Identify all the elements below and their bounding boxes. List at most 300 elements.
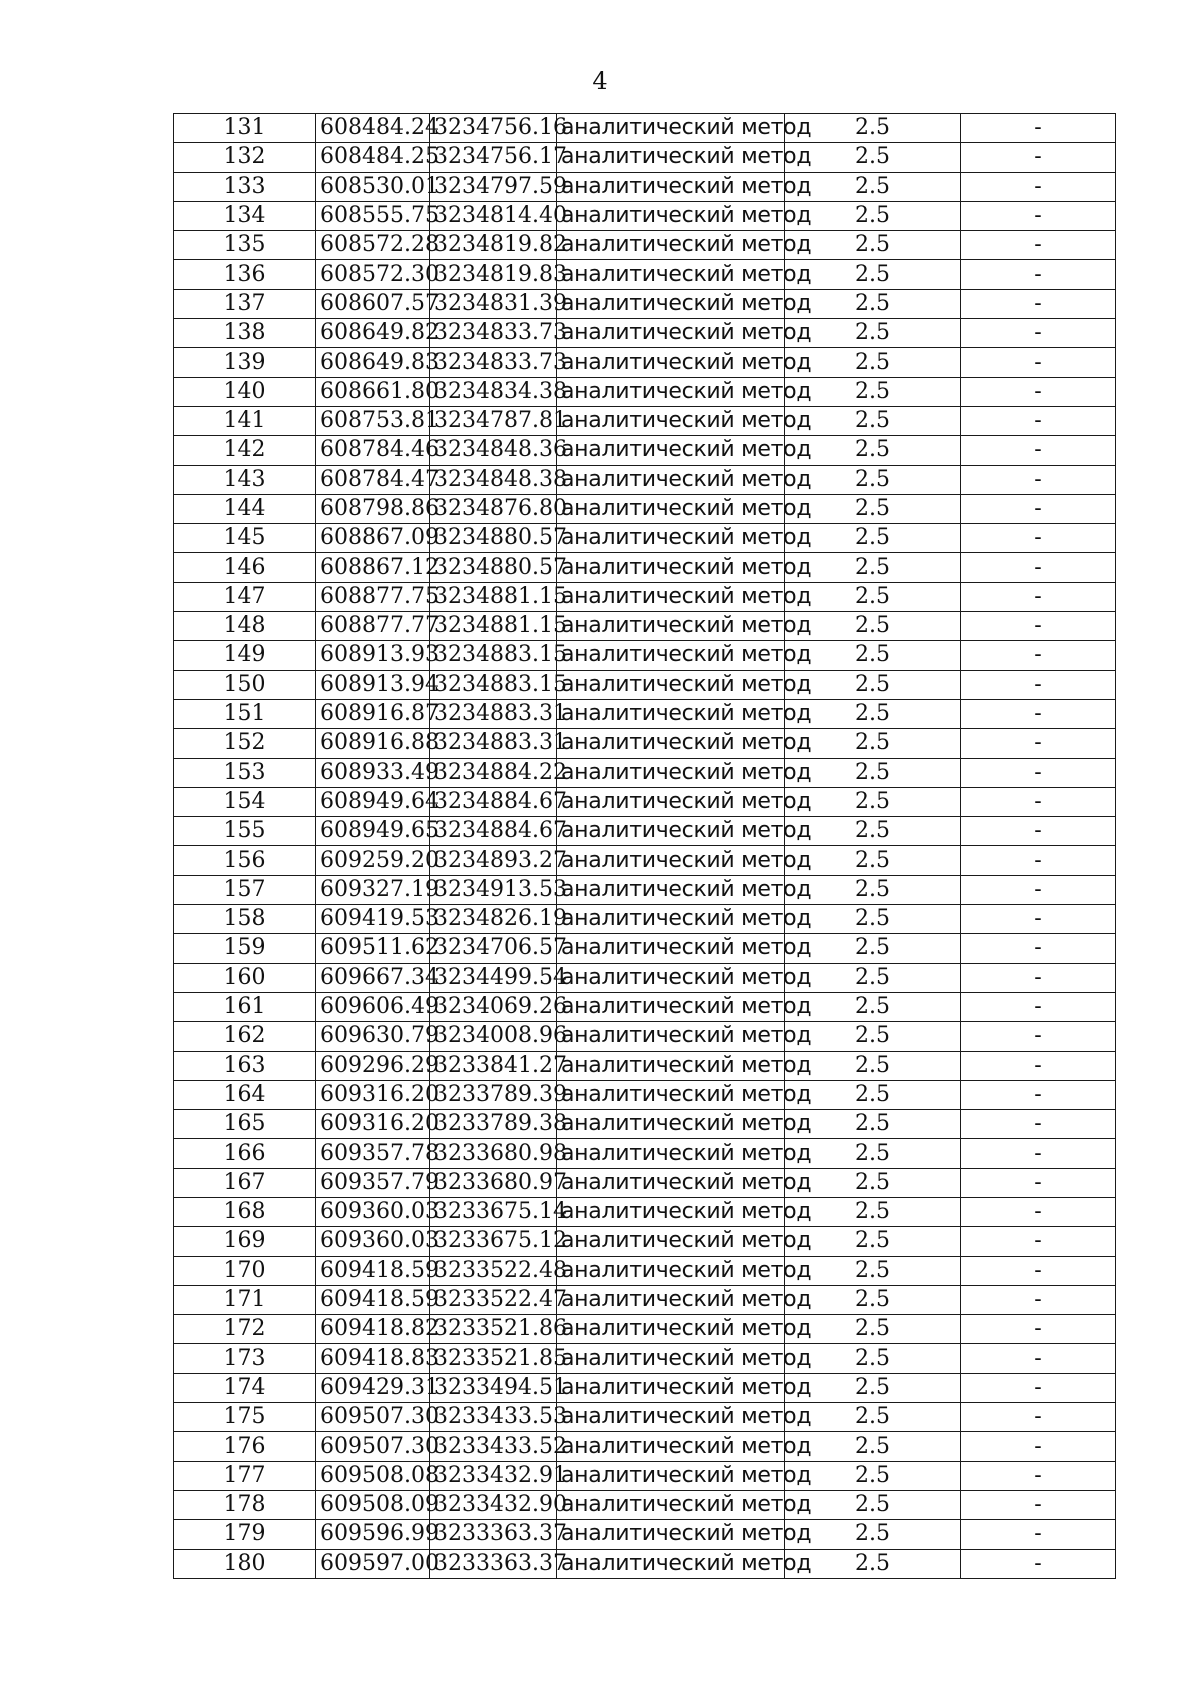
x-coordinate-cell: 609296.29 — [316, 1051, 430, 1080]
y-coordinate-cell: 3234706.57 — [430, 934, 557, 963]
x-coordinate-cell: 609508.08 — [316, 1461, 430, 1490]
accuracy-cell: 2.5 — [785, 348, 961, 377]
note-cell: - — [961, 319, 1116, 348]
table-row — [174, 114, 1116, 143]
point-number-cell: 158 — [174, 905, 316, 934]
note-cell: - — [961, 1168, 1116, 1197]
x-coordinate-cell: 609597.00 — [316, 1549, 430, 1578]
table-row — [174, 406, 1116, 435]
method-cell: аналитический метод — [557, 1168, 785, 1197]
method-cell: аналитический метод — [557, 201, 785, 230]
note-cell: - — [961, 348, 1116, 377]
y-coordinate-cell: 3234883.15 — [430, 641, 557, 670]
note-cell: - — [961, 1461, 1116, 1490]
point-number-cell: 167 — [174, 1168, 316, 1197]
x-coordinate-cell: 609316.20 — [316, 1080, 430, 1109]
table-row — [174, 319, 1116, 348]
table-row — [174, 1285, 1116, 1314]
note-cell: - — [961, 1315, 1116, 1344]
method-cell: аналитический метод — [557, 582, 785, 611]
point-number-cell: 141 — [174, 406, 316, 435]
method-cell: аналитический метод — [557, 787, 785, 816]
point-number-cell: 161 — [174, 992, 316, 1021]
y-coordinate-cell: 3234883.31 — [430, 699, 557, 728]
accuracy-cell: 2.5 — [785, 143, 961, 172]
point-number-cell: 134 — [174, 201, 316, 230]
y-coordinate-cell: 3233522.47 — [430, 1285, 557, 1314]
table-row — [174, 201, 1116, 230]
note-cell: - — [961, 963, 1116, 992]
y-coordinate-cell: 3233680.97 — [430, 1168, 557, 1197]
method-cell: аналитический метод — [557, 1461, 785, 1490]
y-coordinate-cell: 3233675.14 — [430, 1197, 557, 1226]
x-coordinate-cell: 609259.20 — [316, 846, 430, 875]
y-coordinate-cell: 3234069.26 — [430, 992, 557, 1021]
table-row — [174, 612, 1116, 641]
table-row — [174, 553, 1116, 582]
accuracy-cell: 2.5 — [785, 758, 961, 787]
method-cell: аналитический метод — [557, 143, 785, 172]
y-coordinate-cell: 3234814.40 — [430, 201, 557, 230]
x-coordinate-cell: 609508.09 — [316, 1490, 430, 1519]
x-coordinate-cell: 608484.25 — [316, 143, 430, 172]
y-coordinate-cell: 3234881.15 — [430, 582, 557, 611]
note-cell: - — [961, 231, 1116, 260]
y-coordinate-cell: 3234848.36 — [430, 436, 557, 465]
method-cell: аналитический метод — [557, 875, 785, 904]
x-coordinate-cell: 609360.03 — [316, 1227, 430, 1256]
accuracy-cell: 2.5 — [785, 465, 961, 494]
x-coordinate-cell: 609418.83 — [316, 1344, 430, 1373]
method-cell: аналитический метод — [557, 406, 785, 435]
table-row — [174, 582, 1116, 611]
y-coordinate-cell: 3234880.57 — [430, 553, 557, 582]
method-cell: аналитический метод — [557, 1432, 785, 1461]
note-cell: - — [961, 612, 1116, 641]
x-coordinate-cell: 608572.28 — [316, 231, 430, 260]
y-coordinate-cell: 3234883.15 — [430, 670, 557, 699]
accuracy-cell: 2.5 — [785, 1139, 961, 1168]
point-number-cell: 157 — [174, 875, 316, 904]
table-row — [174, 641, 1116, 670]
method-cell: аналитический метод — [557, 172, 785, 201]
note-cell: - — [961, 1110, 1116, 1139]
point-number-cell: 137 — [174, 289, 316, 318]
accuracy-cell: 2.5 — [785, 1520, 961, 1549]
note-cell: - — [961, 524, 1116, 553]
table-row — [174, 289, 1116, 318]
page-number: 4 — [592, 67, 608, 95]
point-number-cell: 135 — [174, 231, 316, 260]
table-row — [174, 377, 1116, 406]
note-cell: - — [961, 1403, 1116, 1432]
table-row — [174, 1549, 1116, 1578]
point-number-cell: 160 — [174, 963, 316, 992]
method-cell: аналитический метод — [557, 1022, 785, 1051]
note-cell: - — [961, 494, 1116, 523]
method-cell: аналитический метод — [557, 963, 785, 992]
point-number-cell: 131 — [174, 114, 316, 143]
x-coordinate-cell: 609429.31 — [316, 1373, 430, 1402]
method-cell: аналитический метод — [557, 641, 785, 670]
point-number-cell: 164 — [174, 1080, 316, 1109]
method-cell: аналитический метод — [557, 729, 785, 758]
point-number-cell: 153 — [174, 758, 316, 787]
accuracy-cell: 2.5 — [785, 1490, 961, 1519]
y-coordinate-cell: 3233494.51 — [430, 1373, 557, 1402]
accuracy-cell: 2.5 — [785, 905, 961, 934]
note-cell: - — [961, 406, 1116, 435]
table-row — [174, 1520, 1116, 1549]
table-row — [174, 1256, 1116, 1285]
method-cell: аналитический метод — [557, 1285, 785, 1314]
x-coordinate-cell: 608649.83 — [316, 348, 430, 377]
table-row — [174, 348, 1116, 377]
note-cell: - — [961, 582, 1116, 611]
table-row — [174, 905, 1116, 934]
method-cell: аналитический метод — [557, 846, 785, 875]
accuracy-cell: 2.5 — [785, 1022, 961, 1051]
point-number-cell: 133 — [174, 172, 316, 201]
note-cell: - — [961, 699, 1116, 728]
method-cell: аналитический метод — [557, 905, 785, 934]
method-cell: аналитический метод — [557, 231, 785, 260]
y-coordinate-cell: 3233675.12 — [430, 1227, 557, 1256]
note-cell: - — [961, 934, 1116, 963]
table-row — [174, 670, 1116, 699]
method-cell: аналитический метод — [557, 992, 785, 1021]
table-row — [174, 465, 1116, 494]
note-cell: - — [961, 787, 1116, 816]
point-number-cell: 150 — [174, 670, 316, 699]
x-coordinate-cell: 609667.34 — [316, 963, 430, 992]
accuracy-cell: 2.5 — [785, 114, 961, 143]
method-cell: аналитический метод — [557, 436, 785, 465]
method-cell: аналитический метод — [557, 1315, 785, 1344]
y-coordinate-cell: 3234884.67 — [430, 817, 557, 846]
accuracy-cell: 2.5 — [785, 524, 961, 553]
point-number-cell: 139 — [174, 348, 316, 377]
y-coordinate-cell: 3233363.37 — [430, 1549, 557, 1578]
method-cell: аналитический метод — [557, 1256, 785, 1285]
method-cell: аналитический метод — [557, 494, 785, 523]
y-coordinate-cell: 3233680.98 — [430, 1139, 557, 1168]
x-coordinate-cell: 609418.82 — [316, 1315, 430, 1344]
point-number-cell: 179 — [174, 1520, 316, 1549]
method-cell: аналитический метод — [557, 1227, 785, 1256]
point-number-cell: 152 — [174, 729, 316, 758]
note-cell: - — [961, 905, 1116, 934]
method-cell: аналитический метод — [557, 1110, 785, 1139]
y-coordinate-cell: 3234831.39 — [430, 289, 557, 318]
point-number-cell: 154 — [174, 787, 316, 816]
note-cell: - — [961, 641, 1116, 670]
y-coordinate-cell: 3234893.27 — [430, 846, 557, 875]
x-coordinate-cell: 608572.30 — [316, 260, 430, 289]
y-coordinate-cell: 3233522.48 — [430, 1256, 557, 1285]
method-cell: аналитический метод — [557, 1403, 785, 1432]
note-cell: - — [961, 465, 1116, 494]
method-cell: аналитический метод — [557, 1080, 785, 1109]
accuracy-cell: 2.5 — [785, 319, 961, 348]
method-cell: аналитический метод — [557, 377, 785, 406]
x-coordinate-cell: 609418.59 — [316, 1285, 430, 1314]
note-cell: - — [961, 1256, 1116, 1285]
point-number-cell: 174 — [174, 1373, 316, 1402]
table-row — [174, 699, 1116, 728]
point-number-cell: 155 — [174, 817, 316, 846]
y-coordinate-cell: 3234881.15 — [430, 612, 557, 641]
table-row — [174, 494, 1116, 523]
accuracy-cell: 2.5 — [785, 436, 961, 465]
accuracy-cell: 2.5 — [785, 406, 961, 435]
note-cell: - — [961, 436, 1116, 465]
method-cell: аналитический метод — [557, 758, 785, 787]
note-cell: - — [961, 377, 1116, 406]
point-number-cell: 136 — [174, 260, 316, 289]
y-coordinate-cell: 3234833.73 — [430, 319, 557, 348]
method-cell: аналитический метод — [557, 1139, 785, 1168]
table-row — [174, 758, 1116, 787]
y-coordinate-cell: 3234913.53 — [430, 875, 557, 904]
note-cell: - — [961, 1490, 1116, 1519]
accuracy-cell: 2.5 — [785, 641, 961, 670]
x-coordinate-cell: 608607.57 — [316, 289, 430, 318]
note-cell: - — [961, 1080, 1116, 1109]
x-coordinate-cell: 608784.46 — [316, 436, 430, 465]
point-number-cell: 148 — [174, 612, 316, 641]
x-coordinate-cell: 608916.88 — [316, 729, 430, 758]
table-row — [174, 143, 1116, 172]
table-row — [174, 1403, 1116, 1432]
method-cell: аналитический метод — [557, 817, 785, 846]
x-coordinate-cell: 608649.82 — [316, 319, 430, 348]
x-coordinate-cell: 609357.78 — [316, 1139, 430, 1168]
accuracy-cell: 2.5 — [785, 172, 961, 201]
note-cell: - — [961, 114, 1116, 143]
accuracy-cell: 2.5 — [785, 817, 961, 846]
table-row — [174, 1344, 1116, 1373]
coordinates-table — [173, 113, 1116, 1579]
method-cell: аналитический метод — [557, 114, 785, 143]
y-coordinate-cell: 3233521.85 — [430, 1344, 557, 1373]
accuracy-cell: 2.5 — [785, 553, 961, 582]
x-coordinate-cell: 608877.77 — [316, 612, 430, 641]
method-cell: аналитический метод — [557, 1051, 785, 1080]
table-row — [174, 1490, 1116, 1519]
accuracy-cell: 2.5 — [785, 1344, 961, 1373]
y-coordinate-cell: 3234008.96 — [430, 1022, 557, 1051]
point-number-cell: 170 — [174, 1256, 316, 1285]
method-cell: аналитический метод — [557, 524, 785, 553]
y-coordinate-cell: 3234756.16 — [430, 114, 557, 143]
x-coordinate-cell: 608867.09 — [316, 524, 430, 553]
point-number-cell: 147 — [174, 582, 316, 611]
y-coordinate-cell: 3233432.91 — [430, 1461, 557, 1490]
method-cell: аналитический метод — [557, 612, 785, 641]
method-cell: аналитический метод — [557, 699, 785, 728]
method-cell: аналитический метод — [557, 319, 785, 348]
table-row — [174, 1432, 1116, 1461]
x-coordinate-cell: 608484.24 — [316, 114, 430, 143]
x-coordinate-cell: 609630.79 — [316, 1022, 430, 1051]
accuracy-cell: 2.5 — [785, 494, 961, 523]
y-coordinate-cell: 3234884.67 — [430, 787, 557, 816]
y-coordinate-cell: 3233789.38 — [430, 1110, 557, 1139]
table-row — [174, 1461, 1116, 1490]
accuracy-cell: 2.5 — [785, 231, 961, 260]
method-cell: аналитический метод — [557, 1549, 785, 1578]
accuracy-cell: 2.5 — [785, 377, 961, 406]
y-coordinate-cell: 3234884.22 — [430, 758, 557, 787]
y-coordinate-cell: 3234787.81 — [430, 406, 557, 435]
x-coordinate-cell: 609418.59 — [316, 1256, 430, 1285]
x-coordinate-cell: 609327.19 — [316, 875, 430, 904]
note-cell: - — [961, 1520, 1116, 1549]
x-coordinate-cell: 609360.03 — [316, 1197, 430, 1226]
point-number-cell: 178 — [174, 1490, 316, 1519]
note-cell: - — [961, 670, 1116, 699]
point-number-cell: 176 — [174, 1432, 316, 1461]
y-coordinate-cell: 3234819.82 — [430, 231, 557, 260]
y-coordinate-cell: 3233363.37 — [430, 1520, 557, 1549]
method-cell: аналитический метод — [557, 289, 785, 318]
y-coordinate-cell: 3234848.38 — [430, 465, 557, 494]
y-coordinate-cell: 3233789.39 — [430, 1080, 557, 1109]
accuracy-cell: 2.5 — [785, 1168, 961, 1197]
accuracy-cell: 2.5 — [785, 1315, 961, 1344]
y-coordinate-cell: 3234883.31 — [430, 729, 557, 758]
x-coordinate-cell: 608916.87 — [316, 699, 430, 728]
accuracy-cell: 2.5 — [785, 612, 961, 641]
point-number-cell: 177 — [174, 1461, 316, 1490]
y-coordinate-cell: 3233432.90 — [430, 1490, 557, 1519]
table-row — [174, 1168, 1116, 1197]
method-cell: аналитический метод — [557, 553, 785, 582]
accuracy-cell: 2.5 — [785, 729, 961, 758]
accuracy-cell: 2.5 — [785, 260, 961, 289]
accuracy-cell: 2.5 — [785, 934, 961, 963]
y-coordinate-cell: 3233521.86 — [430, 1315, 557, 1344]
x-coordinate-cell: 608949.64 — [316, 787, 430, 816]
note-cell: - — [961, 875, 1116, 904]
table-row — [174, 992, 1116, 1021]
table-row — [174, 231, 1116, 260]
y-coordinate-cell: 3234756.17 — [430, 143, 557, 172]
note-cell: - — [961, 729, 1116, 758]
note-cell: - — [961, 1549, 1116, 1578]
note-cell: - — [961, 817, 1116, 846]
table-row — [174, 963, 1116, 992]
table-row — [174, 1022, 1116, 1051]
method-cell: аналитический метод — [557, 1344, 785, 1373]
y-coordinate-cell: 3233433.53 — [430, 1403, 557, 1432]
x-coordinate-cell: 608913.94 — [316, 670, 430, 699]
table-row — [174, 172, 1116, 201]
point-number-cell: 149 — [174, 641, 316, 670]
x-coordinate-cell: 609507.30 — [316, 1432, 430, 1461]
note-cell: - — [961, 289, 1116, 318]
accuracy-cell: 2.5 — [785, 1197, 961, 1226]
table-row — [174, 524, 1116, 553]
accuracy-cell: 2.5 — [785, 1285, 961, 1314]
x-coordinate-cell: 608661.80 — [316, 377, 430, 406]
method-cell: аналитический метод — [557, 260, 785, 289]
table-row — [174, 1197, 1116, 1226]
x-coordinate-cell: 609596.99 — [316, 1520, 430, 1549]
point-number-cell: 175 — [174, 1403, 316, 1432]
y-coordinate-cell: 3234819.83 — [430, 260, 557, 289]
note-cell: - — [961, 1139, 1116, 1168]
table-body — [174, 114, 1116, 1579]
note-cell: - — [961, 1344, 1116, 1373]
point-number-cell: 173 — [174, 1344, 316, 1373]
point-number-cell: 163 — [174, 1051, 316, 1080]
point-number-cell: 140 — [174, 377, 316, 406]
method-cell: аналитический метод — [557, 1490, 785, 1519]
note-cell: - — [961, 846, 1116, 875]
x-coordinate-cell: 609606.49 — [316, 992, 430, 1021]
y-coordinate-cell: 3234797.59 — [430, 172, 557, 201]
accuracy-cell: 2.5 — [785, 1432, 961, 1461]
x-coordinate-cell: 609357.79 — [316, 1168, 430, 1197]
accuracy-cell: 2.5 — [785, 1227, 961, 1256]
note-cell: - — [961, 1285, 1116, 1314]
accuracy-cell: 2.5 — [785, 699, 961, 728]
point-number-cell: 169 — [174, 1227, 316, 1256]
accuracy-cell: 2.5 — [785, 963, 961, 992]
y-coordinate-cell: 3234833.73 — [430, 348, 557, 377]
accuracy-cell: 2.5 — [785, 1256, 961, 1285]
table-row — [174, 1227, 1116, 1256]
accuracy-cell: 2.5 — [785, 1373, 961, 1402]
accuracy-cell: 2.5 — [785, 1403, 961, 1432]
note-cell: - — [961, 260, 1116, 289]
method-cell: аналитический метод — [557, 1373, 785, 1402]
x-coordinate-cell: 609419.53 — [316, 905, 430, 934]
x-coordinate-cell: 608933.49 — [316, 758, 430, 787]
x-coordinate-cell: 608784.47 — [316, 465, 430, 494]
table-row — [174, 1080, 1116, 1109]
table-row — [174, 260, 1116, 289]
point-number-cell: 159 — [174, 934, 316, 963]
note-cell: - — [961, 758, 1116, 787]
y-coordinate-cell: 3234826.19 — [430, 905, 557, 934]
point-number-cell: 142 — [174, 436, 316, 465]
point-number-cell: 172 — [174, 1315, 316, 1344]
accuracy-cell: 2.5 — [785, 201, 961, 230]
y-coordinate-cell: 3234876.80 — [430, 494, 557, 523]
accuracy-cell: 2.5 — [785, 787, 961, 816]
note-cell: - — [961, 143, 1116, 172]
accuracy-cell: 2.5 — [785, 1051, 961, 1080]
note-cell: - — [961, 992, 1116, 1021]
y-coordinate-cell: 3234834.38 — [430, 377, 557, 406]
accuracy-cell: 2.5 — [785, 1461, 961, 1490]
method-cell: аналитический метод — [557, 670, 785, 699]
x-coordinate-cell: 609507.30 — [316, 1403, 430, 1432]
x-coordinate-cell: 608798.86 — [316, 494, 430, 523]
point-number-cell: 144 — [174, 494, 316, 523]
method-cell: аналитический метод — [557, 1197, 785, 1226]
note-cell: - — [961, 1022, 1116, 1051]
point-number-cell: 156 — [174, 846, 316, 875]
method-cell: аналитический метод — [557, 348, 785, 377]
x-coordinate-cell: 608913.93 — [316, 641, 430, 670]
method-cell: аналитический метод — [557, 465, 785, 494]
table-row — [174, 846, 1116, 875]
table-row — [174, 1139, 1116, 1168]
